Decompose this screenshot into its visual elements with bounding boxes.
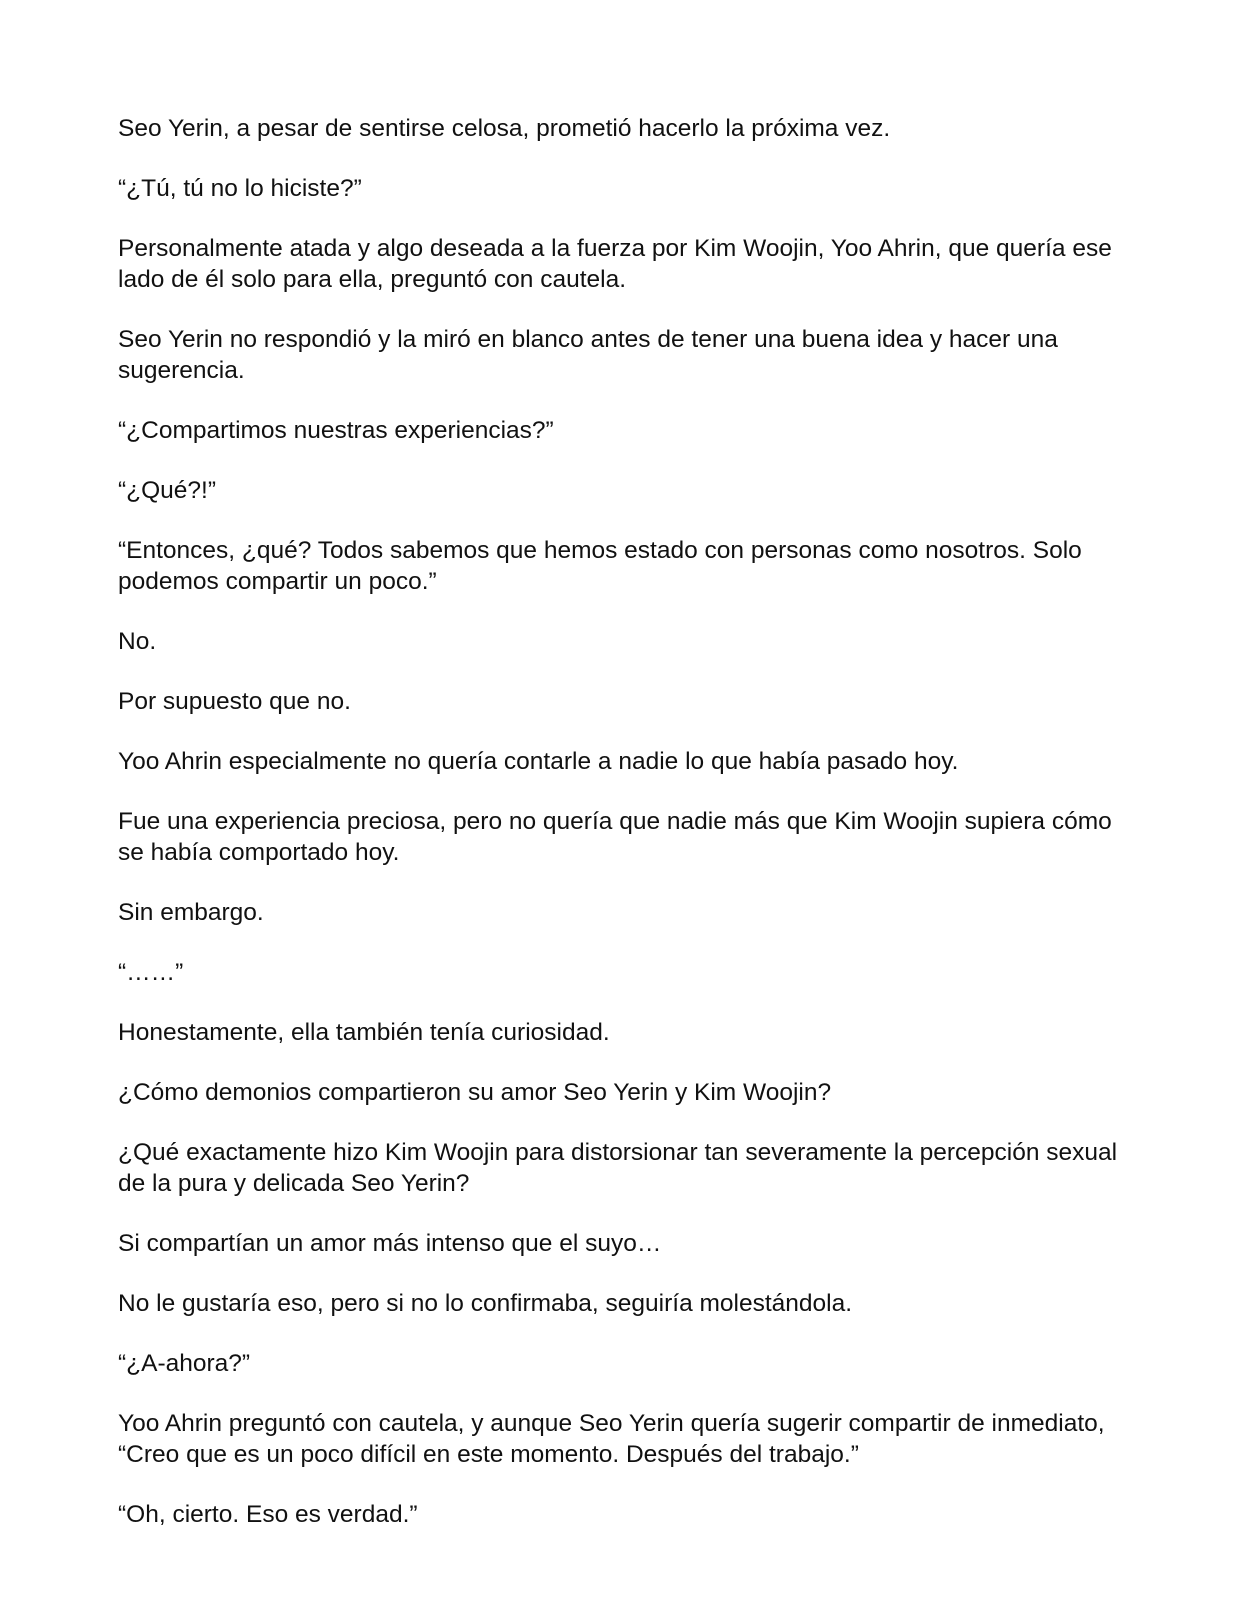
paragraph: ¿Qué exactamente hizo Kim Woojin para distorsionar tan severamente la percepción sexual de la pura y delicada Seo Yerin? — [118, 1139, 1118, 1197]
paragraph: “Entonces, ¿qué? Todos sabemos que hemos estado con personas como nosotros. Solo podemos compartir un poco.” — [118, 537, 1082, 595]
paragraph: Seo Yerin, a pesar de sentirse celosa, prometió hacerlo la próxima vez. — [118, 115, 891, 142]
paragraph: Seo Yerin no respondió y la miró en blanco antes de tener una buena idea y hacer una sugerencia. — [118, 326, 1058, 384]
paragraph: “……” — [118, 959, 184, 986]
paragraph: Yoo Ahrin especialmente no quería contarle a nadie lo que había pasado hoy. — [118, 748, 959, 775]
paragraph: Si compartían un amor más intenso que el suyo… — [118, 1230, 662, 1257]
paragraph: “¿Qué?!” — [118, 477, 217, 504]
paragraph: “Oh, cierto. Eso es verdad.” — [118, 1501, 418, 1528]
paragraph: “¿Tú, tú no lo hiciste?” — [118, 175, 362, 202]
document-body — [118, 113, 1118, 1559]
paragraph: Honestamente, ella también tenía curiosidad. — [118, 1019, 610, 1046]
paragraph: Sin embargo. — [118, 899, 264, 926]
paragraph: ¿Cómo demonios compartieron su amor Seo Yerin y Kim Woojin? — [118, 1079, 832, 1106]
paragraph: No le gustaría eso, pero si no lo confirmaba, seguiría molestándola. — [118, 1290, 853, 1317]
paragraph: Por supuesto que no. — [118, 688, 351, 715]
paragraph: “¿A-ahora?” — [118, 1350, 251, 1377]
paragraph: Fue una experiencia preciosa, pero no quería que nadie más que Kim Woojin supiera cómo se había comportado hoy. — [118, 808, 1112, 866]
paragraph: No. — [118, 628, 157, 655]
paragraph: Personalmente atada y algo deseada a la fuerza por Kim Woojin, Yoo Ahrin, que quería ese lado de él solo para ella, preguntó con cautela. — [118, 235, 1112, 293]
paragraph: “¿Compartimos nuestras experiencias?” — [118, 417, 554, 444]
paragraph: Yoo Ahrin preguntó con cautela, y aunque Seo Yerin quería sugerir compartir de inmediato, “Creo que es un poco difícil en este momento. Después del trabajo.” — [118, 1410, 1105, 1468]
